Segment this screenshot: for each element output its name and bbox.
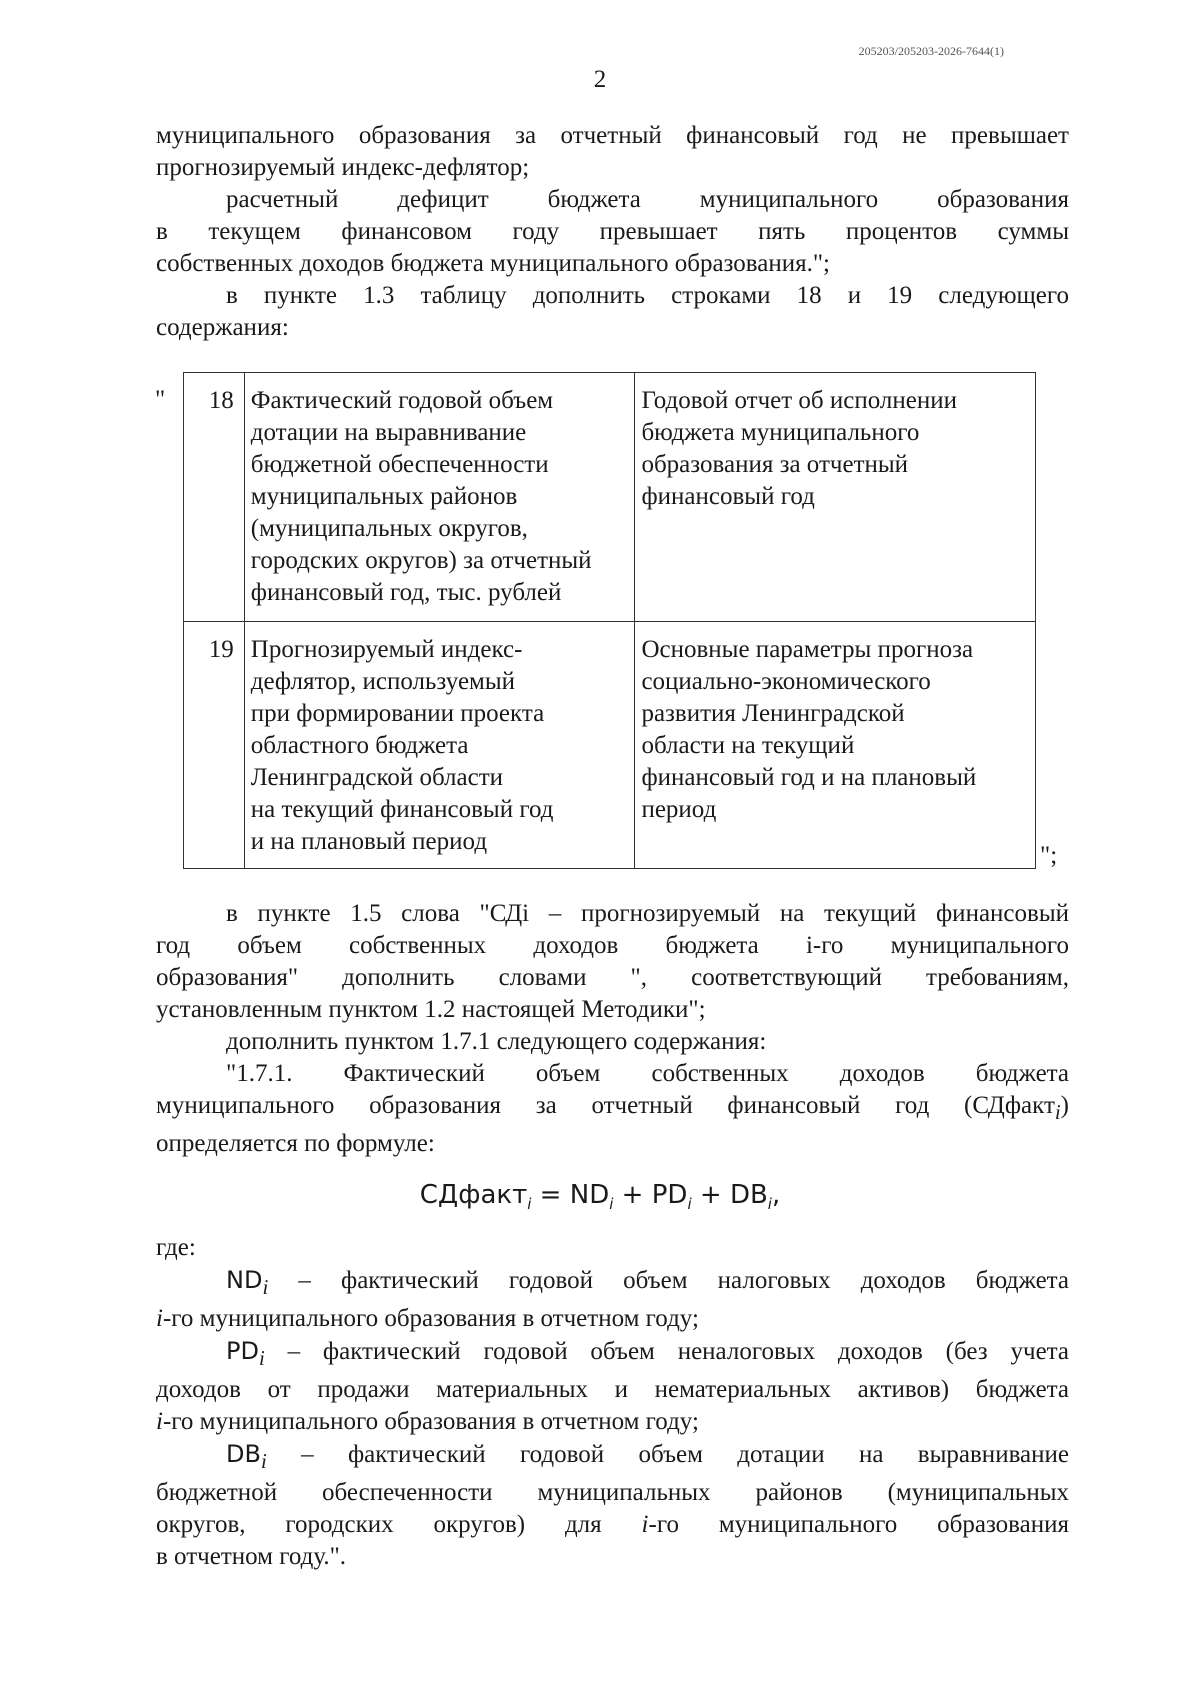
cell-line: дотации на выравнивание: [250, 419, 527, 446]
text-line: дополнить пунктом 1.7.1 следующего содержания:: [226, 1028, 767, 1055]
paragraph-1-5: [156, 898, 1069, 1160]
table-row: [184, 373, 1036, 622]
text-line: образования" дополнить словами ", соответствующий требованиям,: [156, 964, 1069, 991]
text-line: установленным пунктом 1.2 настоящей Методики";: [156, 996, 706, 1023]
cell-line: Основные параметры прогноза: [641, 636, 974, 663]
indicator-cell: [244, 373, 635, 622]
cell-line: Ленинградской области: [250, 764, 504, 791]
text-line: расчетный дефицит бюджета муниципального образования: [226, 186, 1069, 213]
indicator-table: [183, 372, 1036, 869]
cell-line: социально-экономического: [641, 668, 931, 695]
row-number: 18: [184, 373, 245, 622]
text-line: муниципального образования за отчетный финансовый год (СДфакт$_i$): [156, 1092, 1069, 1124]
table-close-quote: ";: [1040, 842, 1058, 869]
text-line: в пункте 1.3 таблицу дополнить строками 18 и 19 следующего: [226, 282, 1069, 309]
cell-line: на текущий финансовый год: [250, 796, 554, 823]
text-line: в текущем финансовом году превышает пять процентов суммы: [156, 218, 1069, 245]
text-line: содержания:: [156, 314, 289, 341]
cell-line: областного бюджета: [250, 732, 469, 759]
text-line: год объем собственных доходов бюджета i-го муниципального: [156, 932, 1069, 959]
text-line: $ND_i$ – фактический годовой объем налоговых доходов бюджета: [226, 1266, 1069, 1299]
row-number: 19: [184, 622, 245, 869]
text-line: бюджетной обеспеченности муниципальных районов (муниципальных: [156, 1479, 1069, 1506]
text-line: i-го муниципального образования в отчетном году;: [156, 1408, 699, 1435]
text-line: округов, городских округов) для i-го муниципального образования: [156, 1511, 1070, 1538]
cell-line: Фактический годовой объем: [250, 387, 554, 414]
text-line: i-го муниципального образования в отчетном году;: [156, 1305, 699, 1332]
table-row: [184, 622, 1036, 869]
cell-line: бюджета муниципального: [641, 419, 920, 446]
cell-line: период: [641, 796, 717, 823]
cell-line: области на текущий: [641, 732, 855, 759]
source-cell: [635, 373, 1036, 622]
text-line: в отчетном году.".: [156, 1543, 347, 1570]
cell-line: Годовой отчет об исполнении: [641, 387, 957, 414]
source-cell: [635, 622, 1036, 869]
intro-paragraph: [156, 120, 1069, 344]
text-line: где:: [156, 1234, 196, 1261]
cell-line: муниципальных районов: [250, 483, 518, 510]
formula: СДфакт$_i$ = $ND_i + PD_i + DB_i$,: [419, 1180, 781, 1214]
text-line: доходов от продажи материальных и нематериальных активов) бюджета: [156, 1376, 1069, 1403]
text-line: определяется по формуле:: [156, 1130, 435, 1157]
cell-line: образования за отчетный: [641, 451, 909, 478]
cell-line: финансовый год и на плановый: [641, 764, 977, 791]
cell-line: при формировании проекта: [250, 700, 545, 727]
document-id: 205203/205203-2026-7644(1): [858, 44, 1004, 58]
page-number: 2: [593, 66, 607, 93]
cell-line: (муниципальных округов,: [250, 515, 528, 542]
cell-line: дефлятор, используемый: [250, 668, 516, 695]
indicator-cell: [244, 622, 635, 869]
cell-line: финансовый год, тыс. рублей: [250, 579, 562, 606]
text-line: "1.7.1. Фактический объем собственных доходов бюджета: [226, 1060, 1069, 1087]
cell-line: развития Ленинградской: [641, 700, 905, 727]
cell-line: и на плановый период: [250, 828, 488, 855]
text-line: муниципального образования за отчетный финансовый год не превышает: [156, 122, 1069, 149]
table-open-quote: ": [155, 386, 166, 413]
text-line: прогнозируемый индекс-дефлятор;: [156, 154, 530, 181]
cell-line: бюджетной обеспеченности: [250, 451, 549, 478]
text-line: в пункте 1.5 слова "СДi – прогнозируемый на текущий финансовый: [226, 900, 1069, 927]
cell-line: городских округов) за отчетный: [250, 547, 592, 574]
cell-line: финансовый год: [641, 483, 815, 510]
text-line: $DB_i$ – фактический годовой объем дотации на выравнивание: [226, 1440, 1069, 1473]
definitions: [156, 1232, 1069, 1573]
cell-line: Прогнозируемый индекс-: [250, 636, 523, 663]
text-line: $PD_i$ – фактический годовой объем неналоговых доходов (без учета: [226, 1337, 1069, 1370]
text-line: собственных доходов бюджета муниципального образования.";: [156, 250, 830, 277]
